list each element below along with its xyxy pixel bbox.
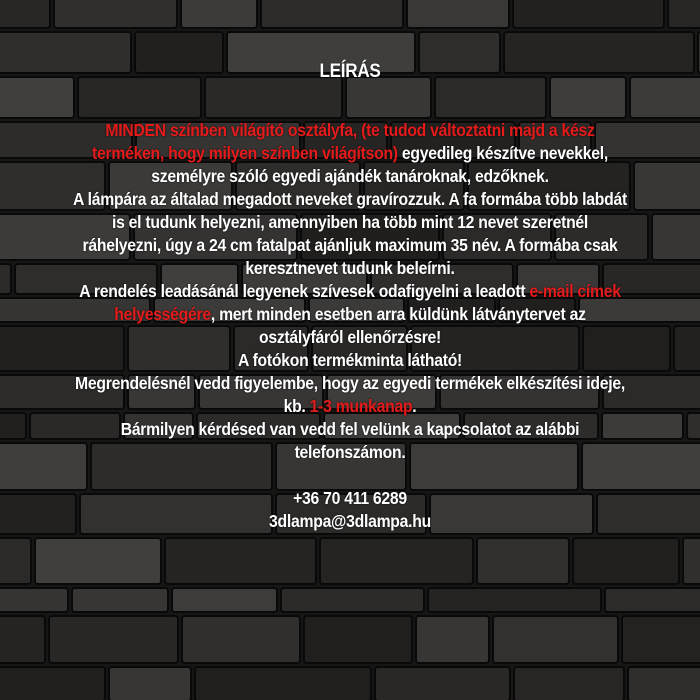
intro-text: egyedileg készítve nevekkel, személyre szóló egyedi ajándék tanároknak, edzőknek. — [151, 143, 608, 186]
highlight-color-note: MINDEN színben világító osztályfa, (te tudod változtatni majd a kész terméken, hogy milyen színben világítson) — [92, 120, 595, 163]
page-title: LEÍRÁS — [319, 61, 381, 82]
paragraph-sample-notice: A fotókon termékminta látható! — [237, 350, 463, 370]
email-notice-text: A rendelés leadásánál legyenek szívesek odafigyelni a leadott — [79, 281, 530, 301]
paragraph-contact: Bármilyen kérdésed van vedd fel velünk a kapcsolatot az alábbi telefonszámon. — [120, 419, 580, 462]
phone-number: +36 70 411 6289 — [293, 488, 407, 508]
email-notice-text-end: , mert minden esetben arra küldünk látványtervet az osztályfáról ellenőrzésre! — [210, 304, 586, 347]
paragraph-intro — [71, 119, 629, 188]
email-address: 3dlampa@3dlampa.hu — [269, 511, 431, 531]
paragraph-engraving: A lámpára az általad megadott neveket gravírozzuk. A fa formába több labdát is el tudunk helyezni, amennyiben ha több mint 12 nevet szeretnél ráhelyezni, úgy a 24 cm fatalpat ajánljuk maximum 35 név. A formába csak keresztnevet tudunk beleírni. — [73, 189, 627, 278]
highlight-email: e-mail címek helyességére — [114, 281, 621, 324]
highlight-workdays: 1-3 munkanap — [309, 396, 413, 416]
spacer — [71, 464, 629, 487]
description-panel — [71, 60, 629, 533]
production-time-text: Megrendelésnél vedd figyelembe, hogy az egyedi termékek elkészítési ideje, kb. — [75, 373, 625, 416]
paragraph-email-notice — [71, 280, 629, 349]
production-time-end: . — [412, 396, 417, 416]
paragraph-production-time — [71, 372, 629, 418]
